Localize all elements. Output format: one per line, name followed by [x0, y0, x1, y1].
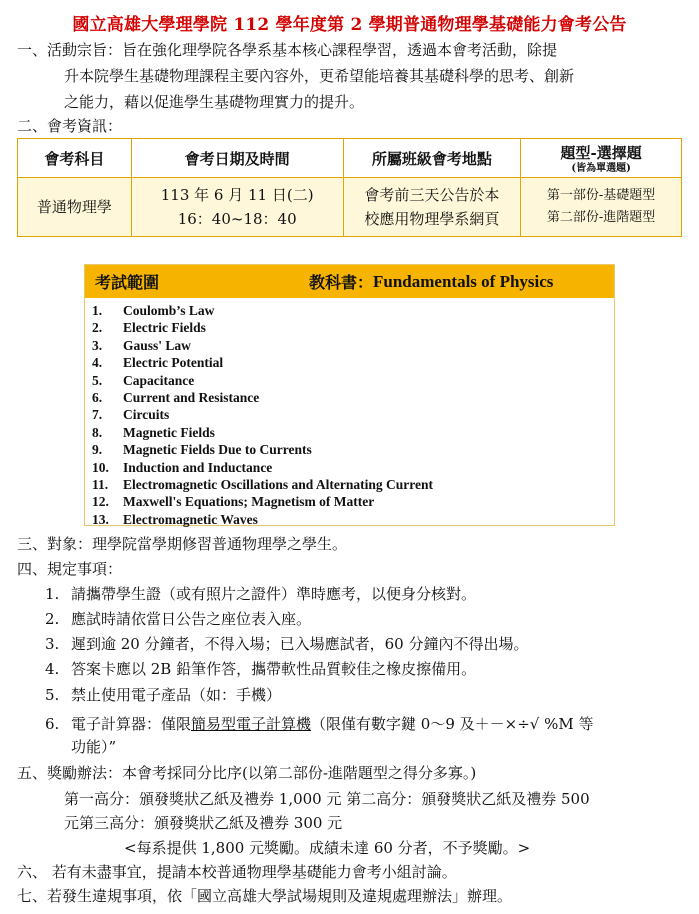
- purpose-line-1: 一、活動宗旨：旨在強化理學院各學系基本核心課程學習，透過本會考活動，除提: [17, 41, 558, 59]
- cell-location: [343, 178, 521, 237]
- topic-item: [92, 302, 614, 319]
- topic-text: Magnetic Fields Due to Currents: [123, 442, 312, 458]
- cell-subject: 普通物理學: [18, 178, 132, 237]
- exam-info-table: [17, 138, 682, 237]
- topic-text: Electric Potential: [123, 355, 224, 371]
- topic-item: [92, 354, 614, 371]
- topic-text: Maxwell's Equations; Magnetism of Matter: [123, 494, 375, 510]
- rule-text: 應試時請依當日公告之座位表入座。: [71, 610, 312, 628]
- topic-item: [92, 319, 614, 336]
- item-6-line: 六、 若有未盡事宜，提請本校普通物理學基礎能力會考小組討論。: [17, 863, 457, 881]
- topic-item: [92, 389, 614, 406]
- topic-number: 10.: [92, 459, 109, 475]
- exam-scope-header: [85, 265, 614, 298]
- cell-part-2: 第二部份-進階題型: [546, 210, 656, 225]
- topic-number: 8.: [92, 424, 103, 440]
- topic-text: Magnetic Fields: [123, 424, 215, 440]
- cell-part-1: 第一部份-基礎題型: [546, 188, 656, 203]
- header-type: [521, 139, 682, 178]
- rule-text: 答案卡應以 2B 鉛筆作答，攜帶軟性品質較佳之橡皮擦備用。: [71, 660, 477, 678]
- rule-number: 4.: [45, 660, 60, 678]
- topic-item: [92, 493, 614, 510]
- rule-item: [45, 659, 476, 680]
- topic-text: Gauss' Law: [123, 337, 191, 353]
- topic-number: 5.: [92, 372, 103, 388]
- topic-item: [92, 441, 614, 458]
- reward-heading: 五、獎勵辦法：本會考採同分比序(以第二部份-進階題型之得分多寡。): [17, 764, 477, 782]
- topic-list: [85, 302, 614, 528]
- rule-number: 3.: [45, 635, 60, 653]
- topic-text: Circuits: [123, 407, 170, 423]
- exam-scope-box: [84, 264, 615, 526]
- rule-6-number: 6.: [45, 715, 60, 733]
- topic-number: 11.: [92, 477, 109, 493]
- cell-type: [521, 178, 682, 237]
- rule-item: [45, 584, 476, 605]
- rule-number: 1.: [45, 585, 60, 603]
- rule-6-suffix: （限僅有數字鍵 0～9 及＋－×÷√ %M 等: [311, 715, 594, 733]
- topic-item: [92, 372, 614, 389]
- rule-6-underlined: 簡易型電子計算機: [191, 715, 312, 733]
- rule-6-line-2: 功能）”: [71, 738, 117, 756]
- topic-number: 1.: [92, 303, 103, 318]
- header-type-label: 題型-選擇題: [560, 143, 642, 162]
- rule-text: 請攜帶學生證（或有照片之證件）準時應考，以便身分核對。: [71, 585, 477, 603]
- cell-date: 113 年 6 月 11 日(二): [160, 186, 314, 204]
- header-subject: 會考科目: [18, 139, 132, 178]
- topic-number: 2.: [92, 320, 103, 336]
- info-heading: 二、會考資訊：: [17, 117, 123, 135]
- topic-text: Capacitance: [123, 372, 195, 388]
- table-row: [18, 178, 682, 237]
- cell-location-line-2: 校應用物理學系網頁: [364, 210, 500, 228]
- rules-heading: 四、規定事項：: [17, 560, 123, 578]
- topic-item: [92, 459, 614, 476]
- reward-line-2: 元第三高分：頒發獎狀乙紙及禮券 300 元: [64, 814, 343, 832]
- textbook-title: Fundamentals of Physics: [373, 271, 554, 291]
- announcement-title: 國立高雄大學理學院 112 學年度第 2 學期普通物理學基礎能力會考公告: [72, 15, 627, 35]
- topic-text: Electric Fields: [123, 320, 206, 336]
- rule-item: [45, 634, 528, 655]
- rule-item: [45, 685, 281, 706]
- purpose-line-2: 升本院學生基礎物理課程主要內容外，更希望能培養其基礎科學的思考、創新: [64, 67, 575, 85]
- topic-text: Coulomb’s Law: [123, 303, 215, 318]
- reward-note: <每系提供 1,800 元獎勵。成績未達 60 分者，不予獎勵。>: [124, 839, 531, 857]
- topic-number: 12.: [92, 494, 109, 510]
- cell-location-line-1: 會考前三天公告於本: [364, 186, 500, 204]
- rule-number: 2.: [45, 610, 60, 628]
- topic-number: 9.: [92, 442, 103, 458]
- topic-item: [92, 337, 614, 354]
- rule-item: [45, 609, 311, 630]
- item-7-line: 七、若發生違規事項，依「國立高雄大學試場規則及違規處理辦法」辦理。: [17, 887, 513, 905]
- topic-text: Electromagnetic Oscillations and Alternating Current: [123, 477, 433, 493]
- rule-6-prefix: 電子計算器：僅限: [71, 715, 192, 733]
- purpose-line-3: 之能力，藉以促進學生基礎物理實力的提升。: [64, 93, 365, 111]
- topic-number: 7.: [92, 407, 103, 423]
- rule-item-6: [45, 714, 594, 735]
- rule-text: 遲到逾 20 分鐘者，不得入場；已入場應試者，60 分鐘內不得出場。: [71, 635, 529, 653]
- topic-item: [92, 511, 614, 528]
- header-location: 所屬班級會考地點: [343, 139, 521, 178]
- exam-scope-label: 考試範圍: [95, 273, 160, 292]
- table-header-row: [18, 139, 682, 178]
- header-type-note: (皆為單選題): [571, 162, 631, 174]
- rule-number: 5.: [45, 686, 60, 704]
- target-line: 三、對象：理學院當學期修習普通物理學之學生。: [17, 535, 348, 553]
- topic-item: [92, 424, 614, 441]
- cell-time: 16：40~18：40: [177, 210, 297, 228]
- rule-text: 禁止使用電子產品（如：手機）: [71, 686, 282, 704]
- topic-text: Current and Resistance: [123, 390, 260, 406]
- textbook-label: 教科書：: [309, 273, 374, 292]
- topic-number: 6.: [92, 390, 103, 406]
- topic-item: [92, 476, 614, 493]
- topic-number: 4.: [92, 355, 103, 371]
- header-datetime: 會考日期及時間: [131, 139, 343, 178]
- topic-item: [92, 406, 614, 423]
- topic-text: Induction and Inductance: [123, 459, 273, 475]
- reward-line-1: 第一高分：頒發獎狀乙紙及禮券 1,000 元 第二高分：頒發獎狀乙紙及禮券 500: [64, 790, 590, 808]
- topic-text: Electromagnetic Waves: [123, 511, 258, 527]
- topic-number: 3.: [92, 337, 103, 353]
- cell-datetime: [131, 178, 343, 237]
- topic-number: 13.: [92, 511, 109, 527]
